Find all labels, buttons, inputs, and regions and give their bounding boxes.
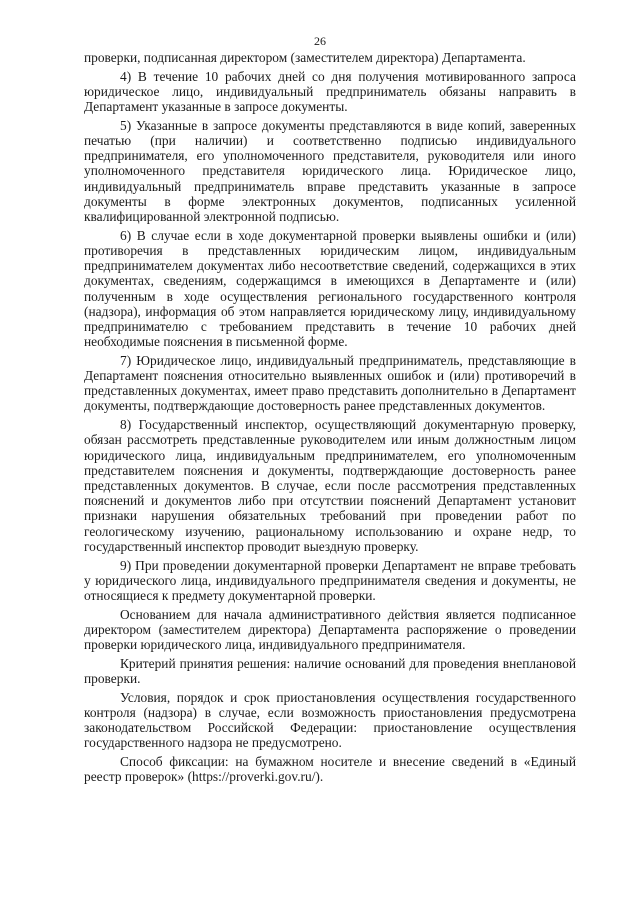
paragraph-item-4: 4) В течение 10 рабочих дней со дня получения мотивированного запроса юридическое лицо, индивидуальный предприниматель обязаны направить в Департамент указанные в запросе документы.	[84, 68, 576, 115]
paragraph-basis: Основанием для начала административного действия является подписанное директором (заместителем директора) Департамента распоряжение о проведении проверки юридического лица, индивидуального предпринимателя.	[84, 606, 576, 653]
paragraph-item-5: 5) Указанные в запросе документы представляются в виде копий, заверенных печатью (при наличии) и соответственно подписью индивидуального предпринимателя, его уполномоченного представителя, руководителя или иного уполномоченного представителя юридического лица. Юридическое лицо, индивидуальный предприниматель вправе представить указанные в запросе документы в форме электронных документов, подписанных усиленной квалифицированной электронной подписью.	[84, 117, 576, 225]
paragraph-item-7: 7) Юридическое лицо, индивидуальный предприниматель, представляющие в Департамент пояснения относительно выявленных ошибок и (или) противоречий в представленных документах, имеет право представить дополнительно в Департамент документы, подтверждающие достоверность ранее представленных документов.	[84, 352, 576, 414]
paragraph-criterion: Критерий принятия решения: наличие оснований для проведения внеплановой проверки.	[84, 655, 576, 686]
paragraph-item-6: 6) В случае если в ходе документарной проверки выявлены ошибки и (или) противоречия в представленных юридическим лицом, индивидуальным предпринимателем документах либо несоответствие сведений, содержащихся в этих документах, сведениям, содержащимся в имеющихся в Департаменте и (или) полученным в ходе осуществления регионального государственного контроля (надзора), информация об этом направляется юридическому лицу, индивидуальному предпринимателю с требованием представить в течение 10 рабочих дней необходимые пояснения в письменной форме.	[84, 227, 576, 350]
paragraph-fixation-method: Способ фиксации: на бумажном носителе и внесение сведений в «Единый реестр проверок» (https://proverki.gov.ru/).	[84, 753, 576, 785]
paragraph-item-8: 8) Государственный инспектор, осуществляющий документарную проверку, обязан рассмотреть представленные руководителем или иным должностным лицом юридического лица, индивидуальным предпринимателем, его уполномоченным представителем пояснения и документы, подтверждающие достоверность ранее представленных документов. В случае, если после рассмотрения представленных пояснений и документов либо при отсутствии пояснений Департамент установит признаки нарушения обязательных требований при проведении работ по геологическому изучению, рациональному использованию и охране недр, то государственный инспектор проводит выездную проверку.	[84, 417, 576, 554]
page-number: 26	[314, 34, 326, 48]
paragraph-suspension-conditions: Условия, порядок и срок приостановления осуществления государственного контроля (надзора) в случае, если возможность приостановления предусмотрена законодательством Российской Федерации: приостановление осуществления государственного надзора не предусмотрено.	[84, 689, 576, 751]
document-body	[84, 50, 576, 788]
paragraph-continuation: проверки, подписанная директором (заместителем директора) Департамента.	[84, 50, 526, 65]
paragraph-item-9: 9) При проведении документарной проверки Департамент не вправе требовать у юридического лица, индивидуального предпринимателя сведения и документы, не относящиеся к предмету документарной проверки.	[84, 557, 576, 603]
